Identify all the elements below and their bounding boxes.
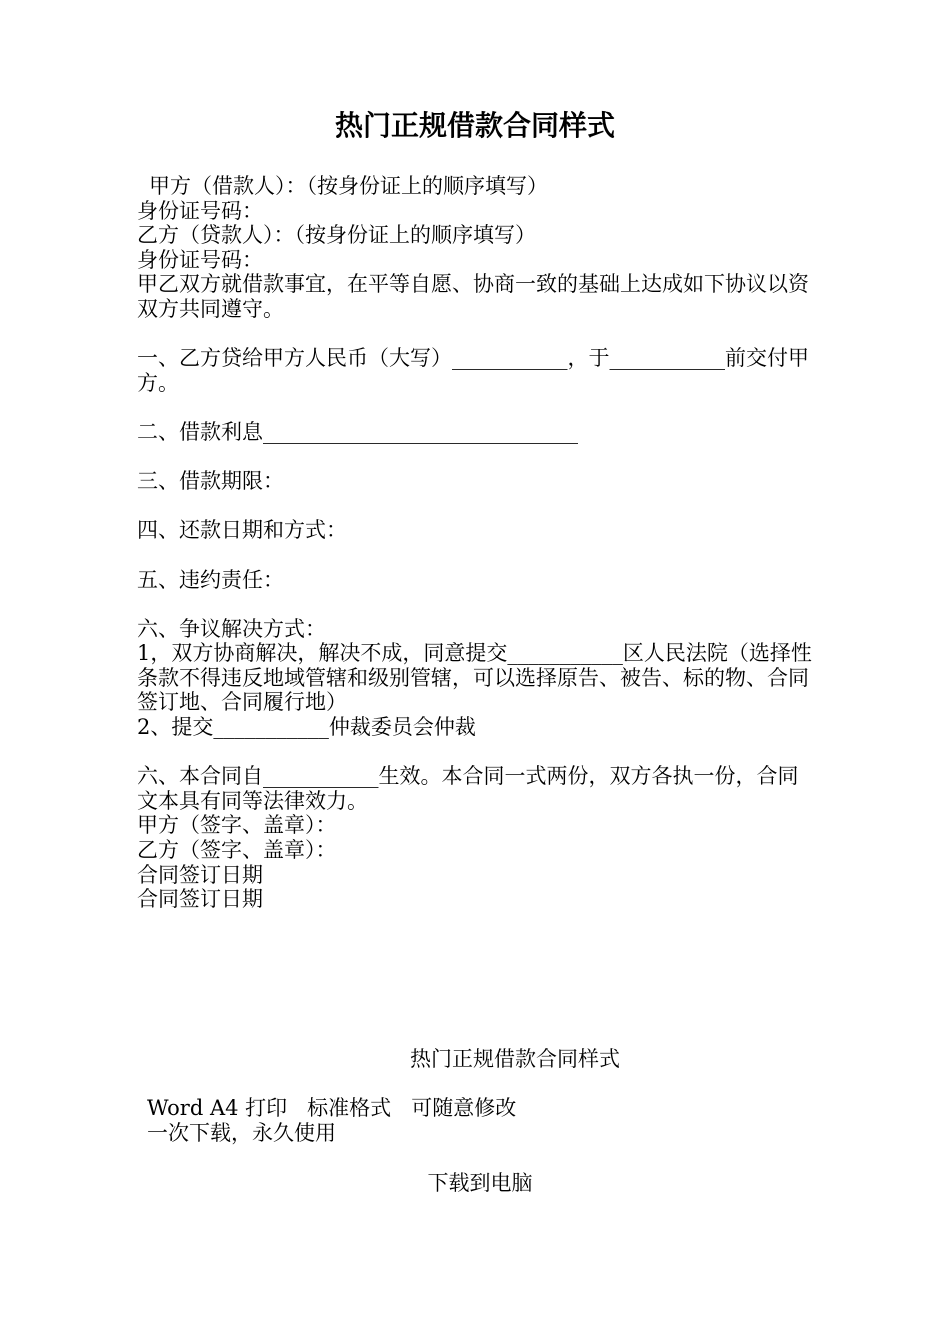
signing-date: 合同签订日期 — [137, 862, 263, 887]
footer-title: 热门正规借款合同样式 — [410, 1047, 620, 1071]
clause-2-interest: 二、借款利息______________________________ — [137, 419, 578, 444]
party-a-id-line: 身份证号码： — [137, 198, 263, 223]
document-title: 热门正规借款合同样式 — [334, 109, 615, 142]
party-a-signature: 甲方（签字、盖章）： — [137, 813, 337, 838]
dispute-option-1: 1，双方协商解决，解决不成，同意提交___________区人民法院（选择性条款不得违反地域管辖和级别管辖，可以选择原告、被告、标的物、合同签订地、合同履行地） — [137, 641, 812, 715]
footer-info — [147, 1096, 516, 1146]
format-info: Word A4 打印 标准格式 可随意修改 — [147, 1096, 517, 1120]
clause-3-term: 三、借款期限： — [137, 469, 284, 494]
clause-4-repayment: 四、还款日期和方式： — [137, 518, 347, 543]
signing-date: 合同签订日期 — [137, 887, 263, 912]
clause-6-dispute: 六、争议解决方式： — [137, 616, 326, 641]
clause-5-liability: 五、违约责任： — [137, 567, 284, 592]
usage-info: 一次下载，永久使用 — [147, 1121, 336, 1145]
clause-1-amount: 一、乙方贷给甲方人民币（大写）___________，于___________前交付甲方。 — [137, 346, 809, 395]
party-b-id-line: 身份证号码： — [137, 247, 263, 272]
download-link[interactable]: 下载到电脑 — [427, 1171, 533, 1195]
agreement-intro: 甲乙双方就借款事宜，在平等自愿、协商一致的基础上达成如下协议以资双方共同遵守。 — [137, 272, 809, 321]
contract-body — [137, 174, 817, 912]
clause-effective: 六、本合同自___________生效。本合同一式两份，双方各执一份，合同文本具有同等法律效力。 — [137, 764, 799, 813]
party-a-line: 甲方（借款人）：（按身份证上的顺序填写） — [149, 174, 548, 198]
party-b-signature: 乙方（签字、盖章）： — [137, 838, 337, 863]
dispute-option-2: 2、提交___________仲裁委员会仲裁 — [137, 715, 476, 740]
party-b-line: 乙方（贷款人）：（按身份证上的顺序填写） — [137, 223, 536, 248]
